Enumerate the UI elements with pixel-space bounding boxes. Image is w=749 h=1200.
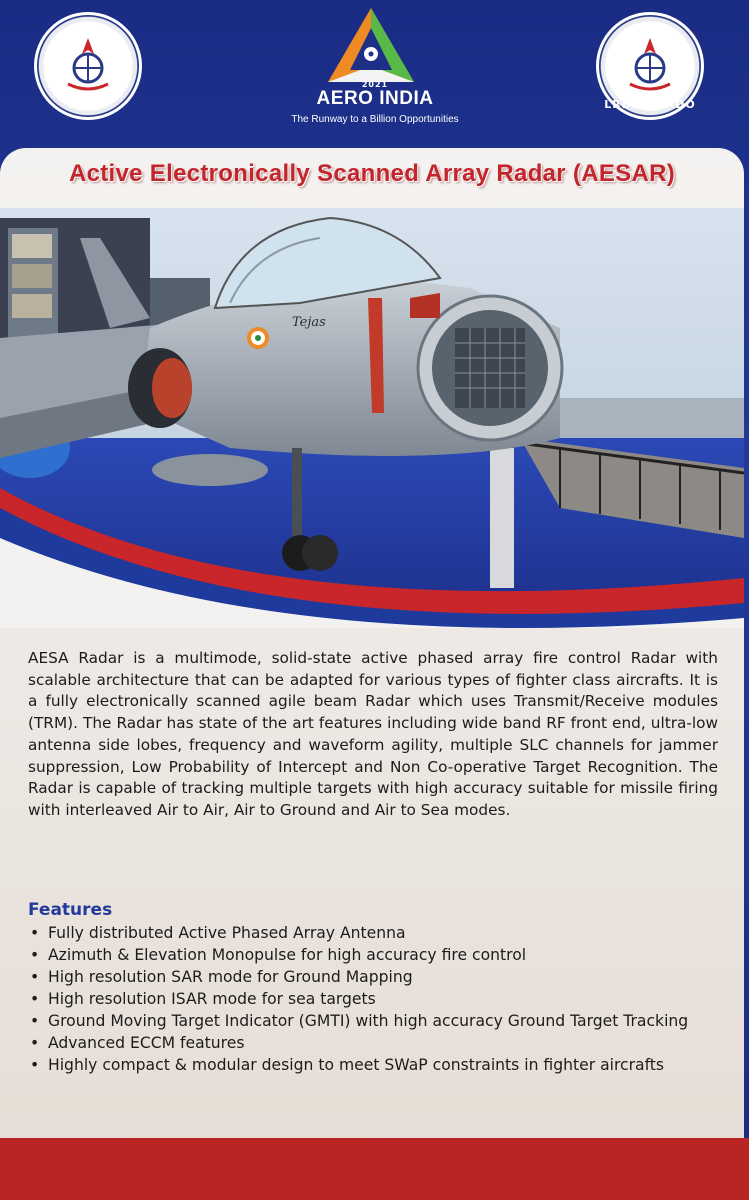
emblem-icon — [58, 34, 118, 98]
list-item: • Highly compact & modular design to meet SWaP constraints in fighter aircrafts — [28, 1054, 708, 1076]
list-item: • Advanced ECCM features — [28, 1032, 708, 1054]
features-list — [28, 922, 708, 1076]
footer-band — [0, 1138, 749, 1200]
event-tagline: The Runway to a Billion Opportunities — [291, 114, 459, 125]
list-item: • Ground Moving Target Indicator (GMTI) with high accuracy Ground Target Tracking — [28, 1010, 708, 1032]
lrde-caption: LRDE - DRDO — [604, 98, 696, 111]
poster-title: Active Electronically Scanned Array Radar (AESAR) — [68, 160, 676, 187]
event-year: 2021 — [361, 80, 389, 89]
list-item: • High resolution SAR mode for Ground Mapping — [28, 966, 708, 988]
event-name: AERO INDIA — [316, 88, 434, 109]
lrde-logo — [596, 12, 704, 120]
drdo-caption: DRDO — [67, 98, 109, 111]
content-panel — [0, 148, 744, 1148]
features-heading: Features — [28, 900, 113, 920]
emblem-icon — [620, 34, 680, 98]
description-text: AESA Radar is a multimode, solid-state active phased array fire control Radar with scalable architecture that can be adapted for various types of fighter class aircrafts. It is a fully electronically scanned agile beam Radar which uses Transmit/Receive modules (TRM). The Radar has state of the art features including wide band RF front end, ultra-low antenna side lobes, frequency and waveform agility, multiple SLC channels for jammer suppression, Low Probability of Intercept and Non Co-operative Target Recognition. The Radar is capable of tracking multiple targets with high accuracy suitable for missile firing with interleaved Air to Air, Air to Ground and Air to Sea modes. — [28, 649, 718, 819]
list-item: • High resolution ISAR mode for sea targets — [28, 988, 708, 1010]
drdo-logo — [34, 12, 142, 120]
aircraft-photo — [0, 208, 744, 628]
list-item: • Fully distributed Active Phased Array Antenna — [28, 922, 708, 944]
aircraft-label: Tejas — [292, 315, 326, 330]
list-item: • Azimuth & Elevation Monopulse for high accuracy fire control — [28, 944, 708, 966]
aero-india-emblem — [326, 6, 416, 86]
